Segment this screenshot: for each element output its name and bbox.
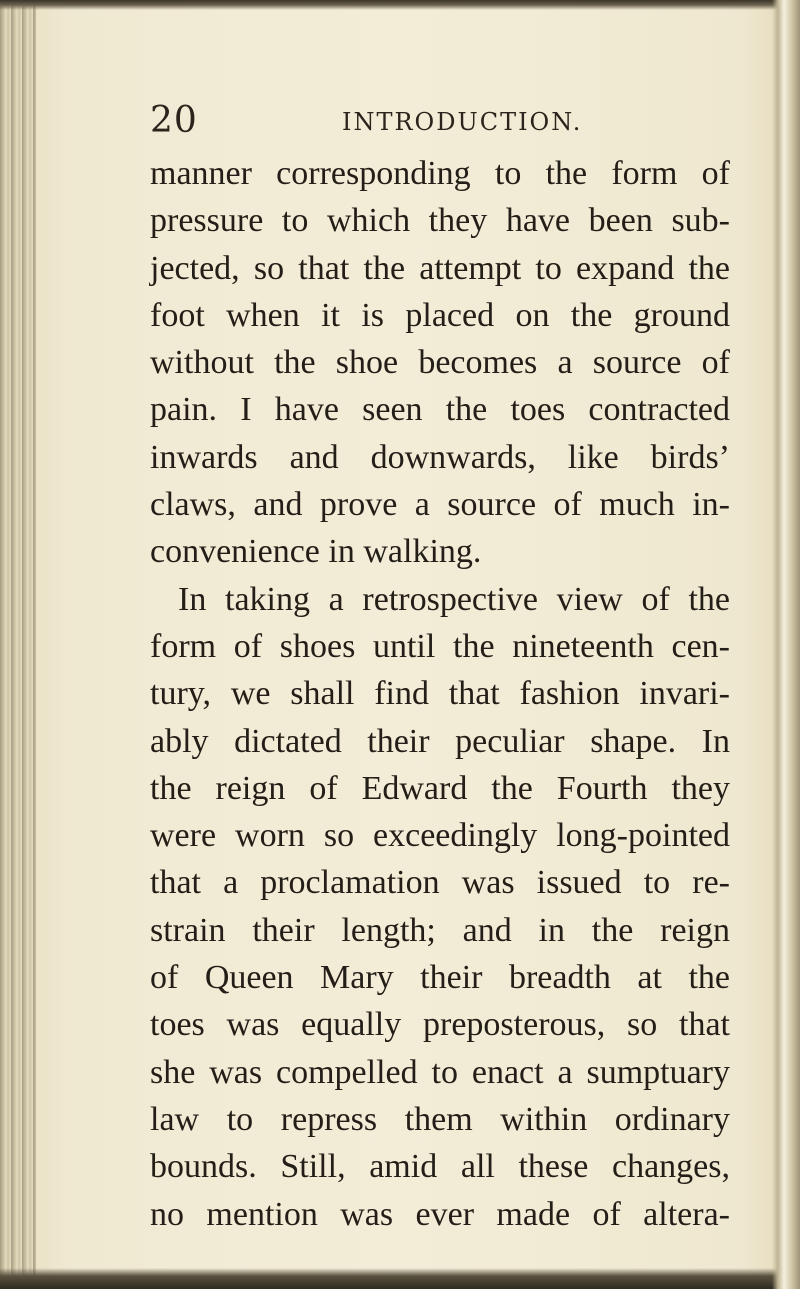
text-line: ably dictated their peculiar shape. In <box>150 722 730 760</box>
text-line: In taking a retrospective view of the <box>178 580 730 618</box>
text-line: strain their length; and in the reign <box>150 911 730 949</box>
running-title: INTRODUCTION. <box>342 108 583 136</box>
text-line: form of shoes until the nineteenth cen- <box>150 627 730 665</box>
page-bottom-edge <box>0 1268 800 1289</box>
body-text <box>150 150 730 1238</box>
text-line: manner corresponding to the form of <box>150 155 730 192</box>
text-line: inwards and downwards, like birds’ <box>150 438 730 476</box>
text-line: jected, so that the attempt to expand the <box>150 249 730 287</box>
text-line: of Queen Mary their breadth at the <box>150 959 730 997</box>
text-line: tury, we shall find that fashion invari- <box>150 675 730 713</box>
text-line: toes was equally preposterous, so that <box>150 1006 730 1044</box>
text-line: claws, and prove a source of much in- <box>150 486 730 524</box>
text-line: she was compelled to enact a sumptuary <box>150 1053 730 1091</box>
page-binding-edge <box>0 0 36 1289</box>
page-right-edge <box>772 0 800 1289</box>
text-line: foot when it is placed on the ground <box>150 296 730 334</box>
text-line: pressure to which they have been sub- <box>150 202 730 240</box>
text-line: that a proclamation was issued to re- <box>150 864 730 902</box>
running-head <box>150 96 740 146</box>
text-line: without the shoe becomes a source of <box>150 344 730 382</box>
text-line: pain. I have seen the toes contracted <box>150 391 730 429</box>
text-line: no mention was ever made of altera- <box>150 1195 730 1233</box>
text-line: bounds. Still, amid all these changes, <box>150 1148 730 1186</box>
text-line: were worn so exceedingly long-pointed <box>150 817 730 855</box>
page-number: 20 <box>150 100 198 141</box>
page-top-edge <box>0 0 800 10</box>
text-line: law to repress them within ordinary <box>150 1100 730 1138</box>
text-line: convenience in walking. <box>150 533 482 571</box>
text-line: the reign of Edward the Fourth they <box>150 769 730 807</box>
